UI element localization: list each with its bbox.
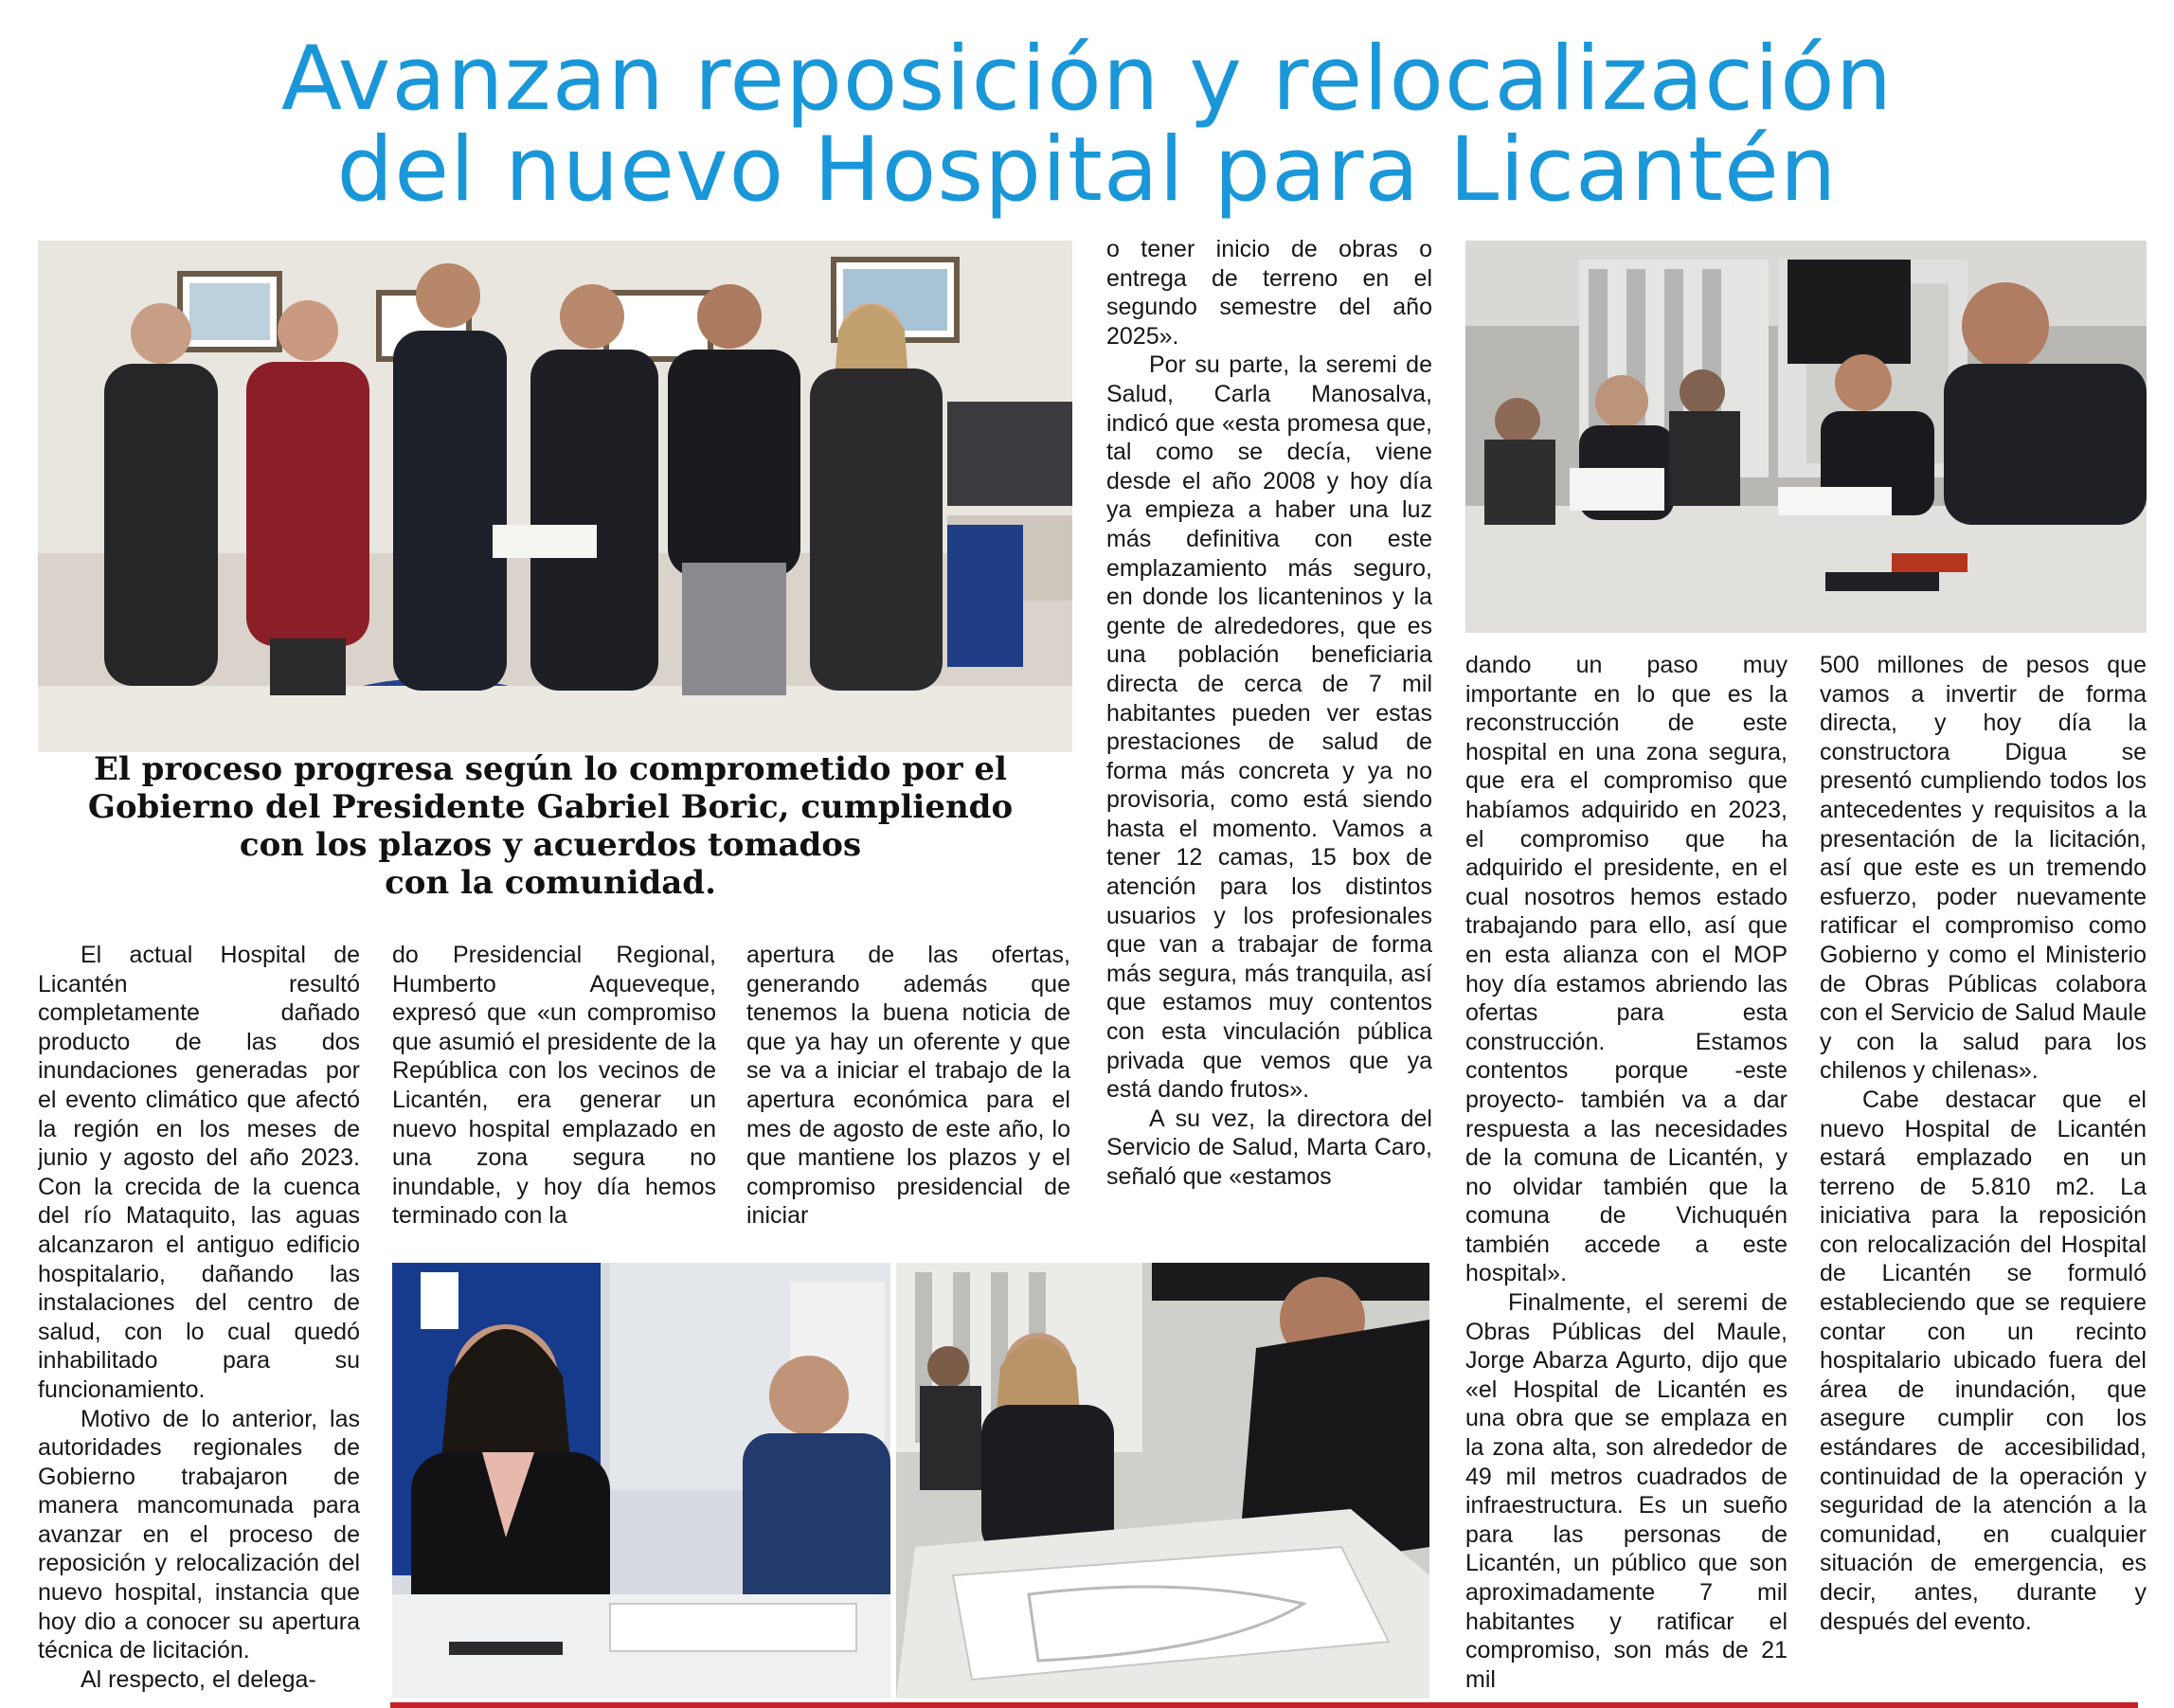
column-4-paragraph-2: Por su parte, la seremi de Salud, Carla Manosalva, indicó que «esta promesa que, tal como se decía, viene desde el año 2008 y hoy día ya empieza a haber una luz más definitiva con este emplazamiento más seguro, en donde los licanteninos y la gente de alrededores, que es una población beneficiaria directa de cerca de 7 mil habitantes pueden ver estas prestaciones de salud de forma más concreta y ya no provisoria, como está siendo hasta el momento. Vamos a tener 12 camas, 15 box de atención para los distintos usuarios y los profesionales que van a trabajar de forma más segura, más tranquila, así que estamos muy contentos con esta vinculación pública privada que vemos que ya está dando frutos». <box>1106 351 1432 1104</box>
article-column-6 <box>1820 651 2147 1706</box>
article-column-4 <box>1106 235 1432 1241</box>
column-6-paragraph-1: 500 millones de pesos que vamos a invertir de forma directa, y hoy día la constructora Digua se presentó cumpliendo todos los antecedentes y requisitos a la presentación de la licitación, así que este es un tremendo esfuerzo, poder nuevamente ratificar el compromiso como Gobierno y como el Ministerio de Obras Públicas colabora con el Servicio de Salud Maule y con la salud para los chilenos y chilenas». <box>1820 652 2147 1085</box>
column-4-paragraph-3: A su vez, la directora del Servicio de Salud, Marta Caro, señaló que «estamos <box>1106 1105 1432 1190</box>
subheadline-line-4: con la comunidad. <box>385 864 716 902</box>
article-column-5 <box>1465 651 1788 1706</box>
headline-line-2: del nuevo Hospital para Licantén <box>336 118 1838 222</box>
photo-group-officials <box>38 241 1072 752</box>
column-1-paragraph-2: Motivo de lo anterior, las autoridades regionales de Gobierno trabajaron de manera mancomunada para avanzar en el proceso de reposición y relocalización del nuevo hospital, instancia que hoy dio a conocer su apertura técnica de licitación. <box>38 1405 360 1664</box>
photo-presentation <box>392 1263 890 1699</box>
column-2-paragraph-1: do Presidencial Regional, Humberto Aqueveque, expresó que «un compromiso que asumió el presidente de la República con los vecinos de Licantén, era generar un nuevo hospital emplazado en una zona segura no inundable, y hoy día hemos terminado con la <box>392 942 716 1230</box>
column-1-paragraph-3: Al respecto, el delega- <box>81 1665 316 1693</box>
photo-meeting-table <box>1465 241 2147 633</box>
column-3-paragraph-1: apertura de las ofertas, generando además que tenemos la buena noticia de que ya hay un oferente y que se va a iniciar el trabajo de la apertura económica para el mes de agosto de este año, lo que mantiene los plazos y el compromiso presidencial de iniciar <box>746 942 1070 1230</box>
subheadline-line-1: El proceso progresa según lo comprometido por el <box>94 750 1007 788</box>
subheadline <box>38 750 1063 902</box>
article-column-3 <box>746 941 1070 1244</box>
photo-reviewing-plans <box>896 1263 1429 1699</box>
headline-line-1: Avanzan reposición y relocalización <box>280 27 1894 131</box>
column-4-paragraph-1: o tener inicio de obras o entrega de terreno en el segundo semestre del año 2025». <box>1106 236 1432 350</box>
headline <box>0 27 2174 222</box>
column-1-paragraph-1: El actual Hospital de Licantén resultó completamente dañado producto de las dos inundaciones generadas por el evento climático que afectó la región en los meses de junio y agosto del año 2023. Con la crecida de la cuenca del río Mataquito, las aguas alcanzaron el antiguo edificio hospitalario, dañando las instalaciones del centro de salud, con lo cual quedó inhabilitado para su funcionamiento. <box>38 942 360 1403</box>
subheadline-line-2: Gobierno del Presidente Gabriel Boric, cumpliendo <box>87 788 1014 826</box>
bottom-red-rule <box>390 1702 2138 1708</box>
column-6-paragraph-2: Cabe destacar que el nuevo Hospital de Licantén estará emplazado en un terreno de 5.810 m2. La iniciativa para la reposición con relocalización del Hospital de Licantén se formuló estableciendo que se requiere contar con un recinto hospitalario ubicado fuera del área de inundación, que asegure cumplir con los estándares de accesibilidad, continuidad de la operación y seguridad de la atención a la comunidad, en cualquier situación de emergencia, es decir, antes, durante y después del evento. <box>1820 1086 2147 1635</box>
subheadline-line-3: con los plazos y acuerdos tomados <box>239 826 862 864</box>
article-column-1 <box>38 941 360 1706</box>
article-column-2 <box>392 941 716 1244</box>
column-5-paragraph-1: dando un paso muy importante en lo que es la reconstrucción de este hospital en una zona segura, que era el compromiso que habíamos adquirido en 2023, el compromiso que ha adquirido el presidente, en el cual nosotros hemos estado trabajando para ello, así que en esta alianza con el MOP hoy día estamos abriendo las ofertas para esta construcción. Estamos contentos porque -este proyecto- también va a dar respuesta a las necesidades de la comuna de Licantén, y no olvidar también que la comuna de Vichuquén también accede a este hospital». <box>1465 652 1788 1287</box>
column-5-paragraph-2: Finalmente, el seremi de Obras Públicas del Maule, Jorge Abarza Agurto, dijo que «el Hospital de Licantén es una obra que se emplaza en la zona alta, son alrededor de 49 mil metros cuadrados de infraestructura. Es un sueño para las personas de Licantén, un público que son aproximadamente 7 mil habitantes y ratificar el compromiso, son más de 21 mil <box>1465 1289 1788 1693</box>
